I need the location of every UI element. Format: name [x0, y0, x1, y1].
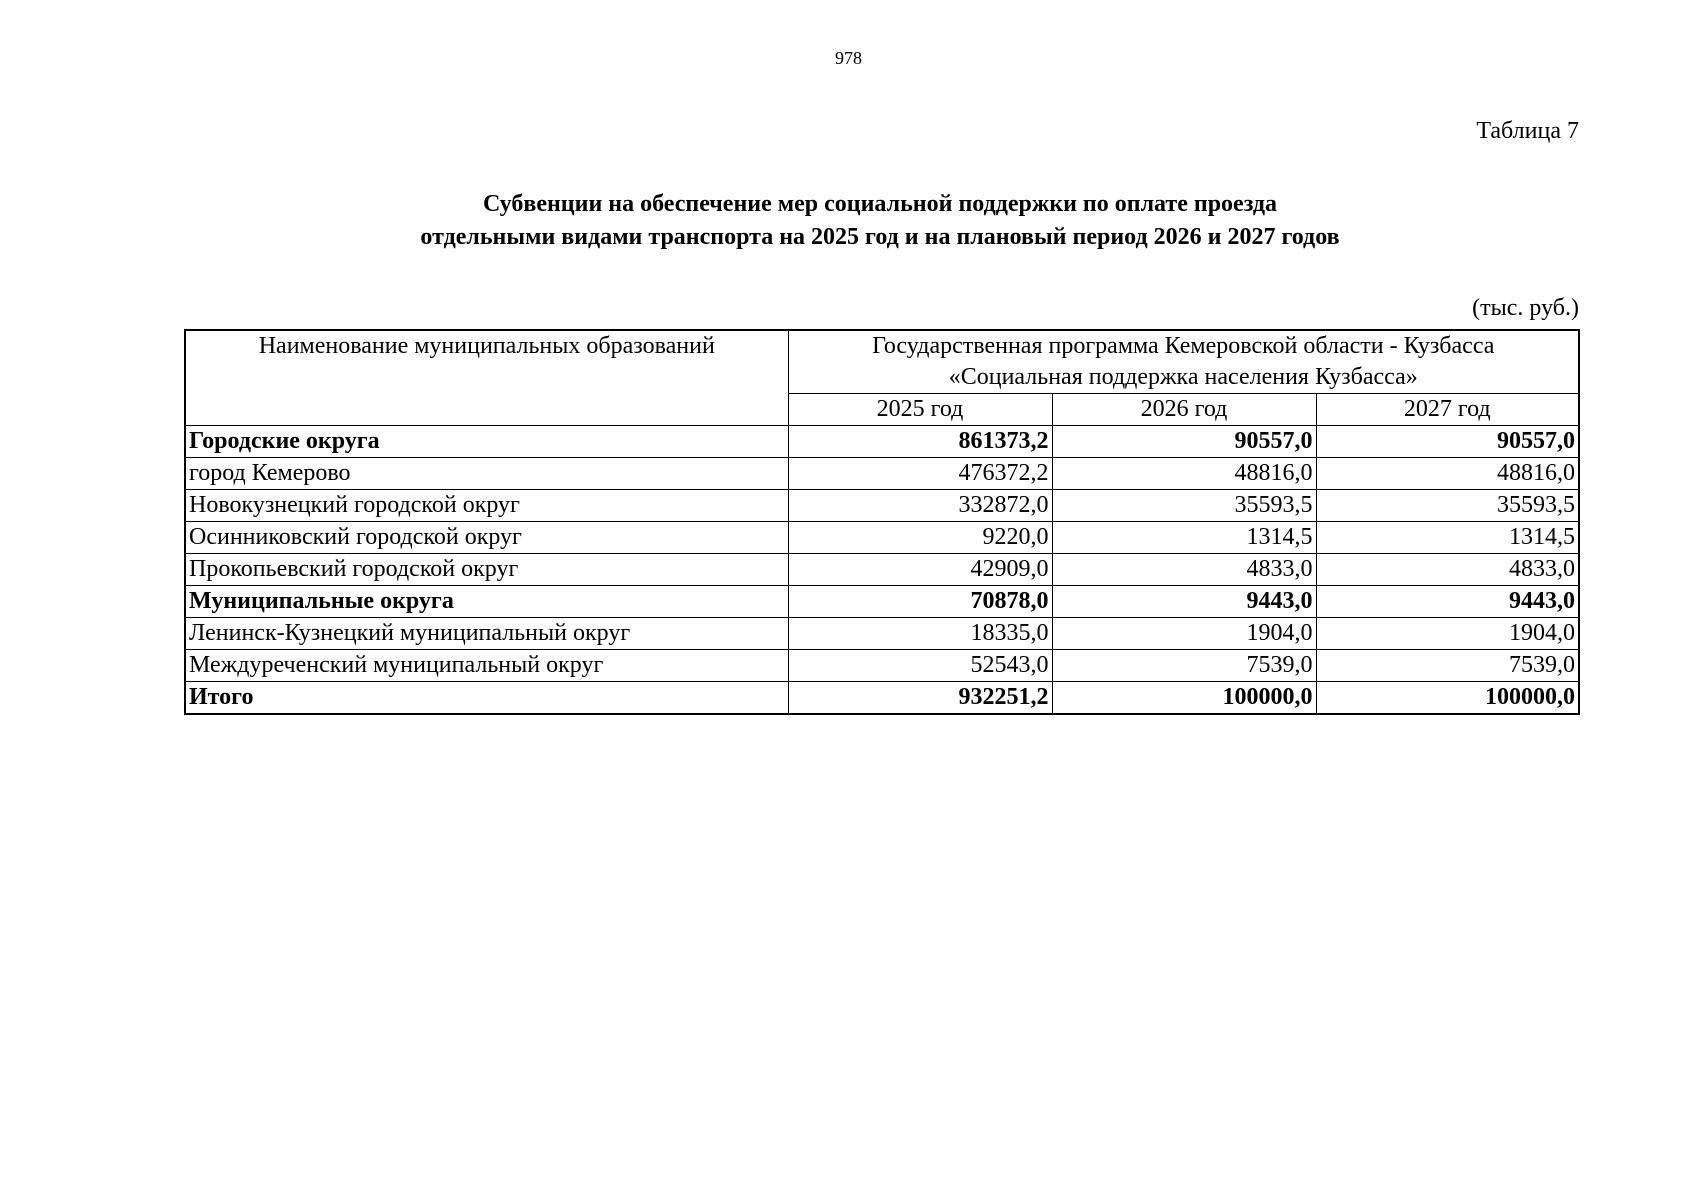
units-note: (тыс. руб.) [1472, 295, 1579, 321]
table-row [185, 490, 1579, 522]
value-2025-cell: 861373,2 [788, 426, 1052, 458]
value-2025-cell: 9220,0 [788, 522, 1052, 554]
value-2025-cell: 476372,2 [788, 458, 1052, 490]
value-2026-cell: 48816,0 [1052, 458, 1316, 490]
value-2027-cell: 7539,0 [1316, 650, 1579, 682]
column-header-municipality: Наименование муниципальных образований [185, 330, 788, 426]
table-row [185, 458, 1579, 490]
value-2026-cell: 1904,0 [1052, 618, 1316, 650]
value-2027-cell: 35593,5 [1316, 490, 1579, 522]
municipality-name-cell: Осинниковский городской округ [185, 522, 788, 554]
table-label: Таблица 7 [1476, 118, 1579, 144]
value-2026-cell: 100000,0 [1052, 682, 1316, 715]
document-title-line-1: Субвенции на обеспечение мер социальной поддержки по оплате проезда [482, 191, 1278, 217]
table-row [185, 554, 1579, 586]
subventions-table [184, 329, 1580, 715]
municipality-name-cell: Прокопьевский городской округ [185, 554, 788, 586]
table-body [185, 426, 1579, 715]
value-2025-cell: 932251,2 [788, 682, 1052, 715]
document-title [0, 188, 1697, 254]
table-row [185, 522, 1579, 554]
table-header-row [185, 330, 1579, 394]
municipality-name-cell: Итого [185, 682, 788, 715]
value-2027-cell: 4833,0 [1316, 554, 1579, 586]
value-2025-cell: 70878,0 [788, 586, 1052, 618]
column-header-2025: 2025 год [788, 394, 1052, 426]
value-2026-cell: 7539,0 [1052, 650, 1316, 682]
municipality-name-cell: Междуреченский муниципальный округ [185, 650, 788, 682]
municipality-name-cell: город Кемерово [185, 458, 788, 490]
municipality-name-cell: Муниципальные округа [185, 586, 788, 618]
municipality-name-cell: Городские округа [185, 426, 788, 458]
table-row [185, 618, 1579, 650]
value-2026-cell: 4833,0 [1052, 554, 1316, 586]
value-2025-cell: 52543,0 [788, 650, 1052, 682]
table-row [185, 426, 1579, 458]
value-2025-cell: 42909,0 [788, 554, 1052, 586]
value-2026-cell: 90557,0 [1052, 426, 1316, 458]
table-row [185, 586, 1579, 618]
program-title-line-2: «Социальная поддержка населения Кузбасса» [948, 364, 1418, 390]
value-2027-cell: 1904,0 [1316, 618, 1579, 650]
value-2026-cell: 9443,0 [1052, 586, 1316, 618]
column-header-program [788, 330, 1579, 394]
value-2025-cell: 18335,0 [788, 618, 1052, 650]
value-2027-cell: 90557,0 [1316, 426, 1579, 458]
table-row [185, 650, 1579, 682]
value-2027-cell: 9443,0 [1316, 586, 1579, 618]
column-header-2026: 2026 год [1052, 394, 1316, 426]
table-row [185, 682, 1579, 715]
value-2027-cell: 48816,0 [1316, 458, 1579, 490]
column-header-2027: 2027 год [1316, 394, 1579, 426]
value-2026-cell: 1314,5 [1052, 522, 1316, 554]
document-title-line-2: отдельными видами транспорта на 2025 год и на плановый период 2026 и 2027 годов [420, 224, 1340, 250]
municipality-name-cell: Ленинск-Кузнецкий муниципальный округ [185, 618, 788, 650]
municipality-name-cell: Новокузнецкий городской округ [185, 490, 788, 522]
program-title-line-1: Государственная программа Кемеровской области - Кузбасса [872, 333, 1495, 359]
value-2026-cell: 35593,5 [1052, 490, 1316, 522]
page-number: 978 [835, 48, 862, 68]
value-2027-cell: 1314,5 [1316, 522, 1579, 554]
value-2027-cell: 100000,0 [1316, 682, 1579, 715]
value-2025-cell: 332872,0 [788, 490, 1052, 522]
